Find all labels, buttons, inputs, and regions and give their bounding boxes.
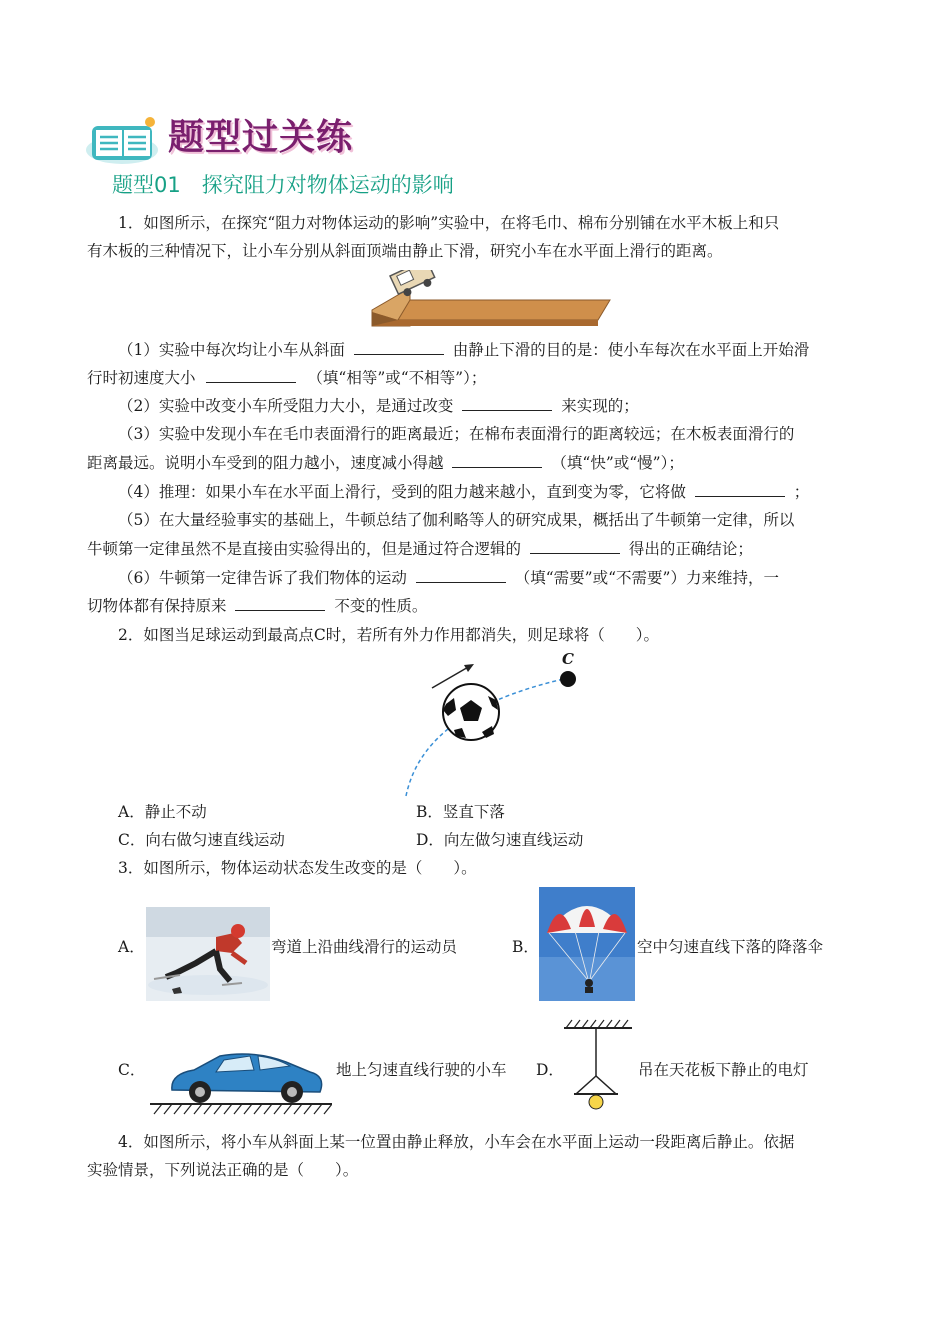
q3-option-d-text[interactable]: 吊在天花板下静止的电灯 <box>638 1061 809 1079</box>
q2-option-d[interactable]: D．向左做匀速直线运动 <box>416 831 584 849</box>
q1-p1-line2 <box>87 366 486 389</box>
q2-option-b[interactable]: B．竖直下落 <box>416 803 505 821</box>
banner-title: 题型过关练 <box>168 117 354 158</box>
q1-p4-b: ； <box>793 483 810 501</box>
football-figure <box>396 648 596 798</box>
q1-blank-2[interactable] <box>206 366 296 383</box>
q1-p6-a: （6）牛顿第一定律告诉了我们物体的运动 <box>118 569 407 587</box>
q3-stem: 3．如图所示，物体运动状态发生改变的是（ ）。 <box>118 859 477 877</box>
skater-photo <box>146 907 270 1001</box>
q2-option-c[interactable]: C．向右做匀速直线运动 <box>118 831 285 849</box>
ramp-board-figure <box>370 270 614 328</box>
q1-stem-line1: 1．如图所示，在探究“阻力对物体运动的影响”实验中，在将毛巾、棉布分别铺在水平木板上和只 <box>118 214 780 232</box>
q1-p1-line1 <box>118 338 809 361</box>
q3-option-d-letter[interactable]: D． <box>536 1061 564 1079</box>
q1-p6-c: 切物体都有保持原来 <box>87 597 227 615</box>
q1-p6-b: （填“需要”或“不需要”）力来维持，一 <box>514 569 779 587</box>
q1-p1-a: （1）实验中每次均让小车从斜面 <box>118 341 345 359</box>
q1-p2-line <box>118 394 639 417</box>
q1-p5-line1: （5）在大量经验事实的基础上，牛顿总结了伽利略等人的研究成果，概括出了牛顿第一定律，所以 <box>118 511 795 529</box>
q3-option-a-text[interactable]: 弯道上沿曲线滑行的运动员 <box>271 938 458 956</box>
point-c-label: C <box>562 650 574 668</box>
q1-blank-1[interactable] <box>354 338 444 355</box>
q3-option-b-text[interactable]: 空中匀速直线下落的降落伞 <box>637 938 824 956</box>
q1-p2-a: （2）实验中改变小车所受阻力大小，是通过改变 <box>118 397 454 415</box>
q3-option-c-text[interactable]: 地上匀速直线行驶的小车 <box>336 1061 507 1079</box>
banner-book-icon <box>84 112 164 168</box>
q2-stem: 2．如图当足球运动到最高点C时，若所有外力作用都消失，则足球将（ ）。 <box>118 626 659 644</box>
sports-car-figure <box>150 1034 332 1118</box>
q1-blank-6[interactable] <box>530 537 620 554</box>
q1-blank-7[interactable] <box>416 566 506 583</box>
section-title: 题型01 探究阻力对物体运动的影响 <box>112 173 454 197</box>
q1-p6-d: 不变的性质。 <box>334 597 428 615</box>
q1-p2-b: 来实现的； <box>561 397 639 415</box>
q1-p5-line2 <box>87 537 753 560</box>
q4-stem-line2: 实验情景，下列说法正确的是（ ）。 <box>87 1161 359 1179</box>
q1-p1-b: 由静止下滑的目的是：使小车每次在水平面上开始滑 <box>452 341 810 359</box>
q3-option-a-letter[interactable]: A． <box>118 938 145 956</box>
q1-p3-b: 距离最远。说明小车受到的阻力越小，速度减小得越 <box>87 454 444 472</box>
parachute-photo <box>539 887 635 1001</box>
hanging-lamp-figure <box>560 1016 636 1118</box>
q1-p6-line1 <box>118 566 779 589</box>
q1-p6-line2 <box>87 594 427 617</box>
q1-p1-d: （填“相等”或“不相等”）； <box>307 369 487 387</box>
q1-p4-line <box>118 480 809 503</box>
q1-blank-4[interactable] <box>452 451 542 468</box>
q1-p5-b: 牛顿第一定律虽然不是直接由实验得出的，但是通过符合逻辑的 <box>87 540 522 558</box>
q3-option-c-letter[interactable]: C． <box>118 1061 146 1079</box>
football-icon <box>443 684 499 740</box>
q1-p3-line2 <box>87 451 684 474</box>
q1-p5-c: 得出的正确结论； <box>628 540 753 558</box>
q1-p3-line1: （3）实验中发现小车在毛巾表面滑行的距离最近；在棉布表面滑行的距离较远；在木板表面滑行的 <box>118 425 795 443</box>
q3-option-b-letter[interactable]: B． <box>512 938 539 956</box>
q1-p3-c: （填“快”或“慢”）； <box>551 454 684 472</box>
q1-blank-5[interactable] <box>695 480 785 497</box>
q1-p4-a: （4）推理：如果小车在水平面上滑行，受到的阻力越来越小，直到变为零，它将做 <box>118 483 686 501</box>
q1-blank-8[interactable] <box>235 594 325 611</box>
q2-option-a[interactable]: A．静止不动 <box>118 803 207 821</box>
q1-blank-3[interactable] <box>462 394 552 411</box>
q4-stem-line1: 4．如图所示，将小车从斜面上某一位置由静止释放，小车会在水平面上运动一段距离后静止。依据 <box>118 1133 795 1151</box>
q1-stem-line2: 有木板的三种情况下，让小车分别从斜面顶端由静止下滑，研究小车在水平面上滑行的距离。 <box>87 242 723 260</box>
q1-p1-c: 行时初速度大小 <box>87 369 196 387</box>
